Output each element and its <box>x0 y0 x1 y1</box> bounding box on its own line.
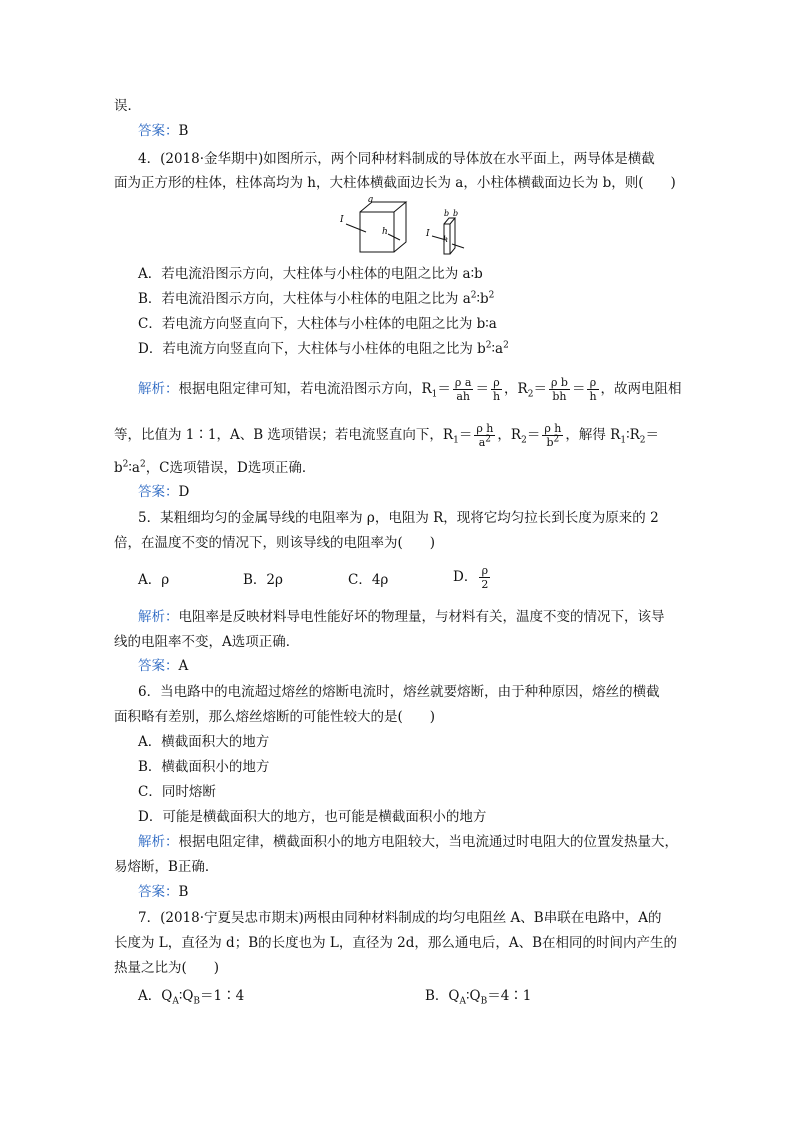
analysis-label: 解析： <box>138 381 179 397</box>
answer-label: 答案： <box>138 123 179 139</box>
option-5d: D． $\frac{\rho}{2}$ <box>453 564 489 591</box>
fraction: $\frac{\text{ρ h}}{a^2}$ <box>476 422 494 449</box>
question-7-line-3: 热量之比为( ) <box>114 960 220 976</box>
question-7-line-2: 长度为 L，直径为 d；B的长度也为 L，直径为 2d，那么通电后，A、B在相同的时间内产生的 <box>114 935 678 951</box>
answer-label: 答案： <box>138 484 179 500</box>
option-6b: B．横截面积小的地方 <box>138 759 270 775</box>
analysis-6-line-2: 易熔断，B正确． <box>114 859 219 875</box>
text-line: 误． <box>114 98 141 114</box>
label-i-small: I <box>426 229 430 239</box>
analysis-5-line-2: 线的电阻率不变，A选项正确． <box>114 634 300 650</box>
answer-6: 答案：B <box>138 884 189 900</box>
question-4-line-2: 面为正方形的柱体，柱体高均为 h，大柱体横截面边长为 a，小柱体横截面边长为 b，则( ) <box>114 175 676 191</box>
label-h-small: h <box>443 235 449 244</box>
option-7b: B．$Q_A∶Q_B=4∶1$ <box>425 988 532 1007</box>
question-7-line-1: 7．(2018·宁夏吴忠市期末)两根由同种材料制成的均匀电阻丝 A、B串联在电路中，A的 <box>138 910 662 926</box>
question-5-line-1: 5．某粗细均匀的金属导线的电阻率为 ρ，电阻为 R，现将它均匀拉长到长度为原来的 2 <box>138 510 659 526</box>
option-5a: A．ρ <box>138 572 170 588</box>
option-6a: A．横截面积大的地方 <box>138 734 270 750</box>
analysis-label: 解析： <box>138 609 179 625</box>
analysis-label: 解析： <box>138 834 179 850</box>
fraction: $\frac{\text{ρ h}}{b^2}$ <box>544 422 562 449</box>
label-h-large: h <box>382 227 388 237</box>
analysis-6-line-1: 解析：根据电阻定律，横截面积小的地方电阻较大，当电流通过时电阻大的位置发热量大， <box>138 834 678 850</box>
label-b-left: b <box>444 209 450 218</box>
answer-5: 答案：A <box>138 658 189 674</box>
fraction: $\frac{\text{ρ a}}{ah}$ <box>454 376 472 403</box>
fraction: $\frac{\rho}{2}$ <box>481 564 489 591</box>
option-7a: A．$Q_A∶Q_B=1∶4$ <box>138 988 245 1007</box>
analysis-4-line-1: 解析：根据电阻定律可知，若电流沿图示方向，$R_1=$ $\frac{\text{ρ a}}{ah}$ ＝ $\frac{\rho}{h}$ ，$R_2=$ $\frac{\text{ρ b}}{bh}$ ＝ $\frac{\rho}{h}$ ，故两电阻相 <box>138 376 682 403</box>
answer-label: 答案： <box>138 658 179 674</box>
fraction: $\frac{\rho}{h}$ <box>589 376 597 403</box>
analysis-4-line-2: 等，比值为 1∶1，A、B 选项错误；若电流竖直向下，$R_1=$ $\frac{\text{ρ h}}{a^2}$ ，$R_2=$ $\frac{\text{ρ h}}{b^2}$ ，解得 $R_1∶R_2=$ <box>114 422 659 449</box>
option-4a: A．若电流沿图示方向，大柱体与小柱体的电阻之比为 a∶b <box>138 266 483 282</box>
fraction: $\frac{\rho}{h}$ <box>492 376 501 403</box>
analysis-4-line-3: $b^2∶a^2$，C选项错误，D选项正确． <box>114 459 316 476</box>
label-i-large: I <box>340 215 344 225</box>
answer-label: 答案： <box>138 884 179 900</box>
question-6-line-2: 面积略有差别，那么熔丝熔断的可能性较大的是( ) <box>114 709 436 725</box>
option-4b: B．若电流沿图示方向，大柱体与小柱体的电阻之比为 $a^2∶b^2$ <box>138 290 495 307</box>
option-4d: D．若电流方向竖直向下，大柱体与小柱体的电阻之比为 $b^2∶a^2$ <box>138 340 509 357</box>
question-5-line-2: 倍，在温度不变的情况下，则该导线的电阻率为( ) <box>114 535 436 551</box>
option-6d: D．可能是横截面积大的地方，也可能是横截面积小的地方 <box>138 809 487 825</box>
question-4-line-1: 4．(2018·金华期中)如图所示，两个同种材料制成的导体放在水平面上，两导体是横截 <box>138 151 655 167</box>
option-5b: B．2ρ <box>243 572 283 588</box>
option-5c: C．4ρ <box>348 572 389 588</box>
analysis-5-line-1: 解析：电阻率是反映材料导电性能好坏的物理量，与材料有关，温度不变的情况下，该导 <box>138 609 665 625</box>
option-6c: C．同时熔断 <box>138 784 216 800</box>
label-a: a <box>368 196 374 205</box>
conductor-figure <box>340 196 480 260</box>
answer-4: 答案：D <box>138 484 190 500</box>
fraction: $\frac{\text{ρ b}}{bh}$ <box>550 376 568 403</box>
question-6-line-1: 6．当电路中的电流超过熔丝的熔断电流时，熔丝就要熔断，由于种种原因，熔丝的横截 <box>138 684 660 700</box>
answer-3: 答案：B <box>138 123 189 139</box>
option-4c: C．若电流方向竖直向下，大柱体与小柱体的电阻之比为 b∶a <box>138 316 497 332</box>
label-b-right: b <box>453 209 459 218</box>
